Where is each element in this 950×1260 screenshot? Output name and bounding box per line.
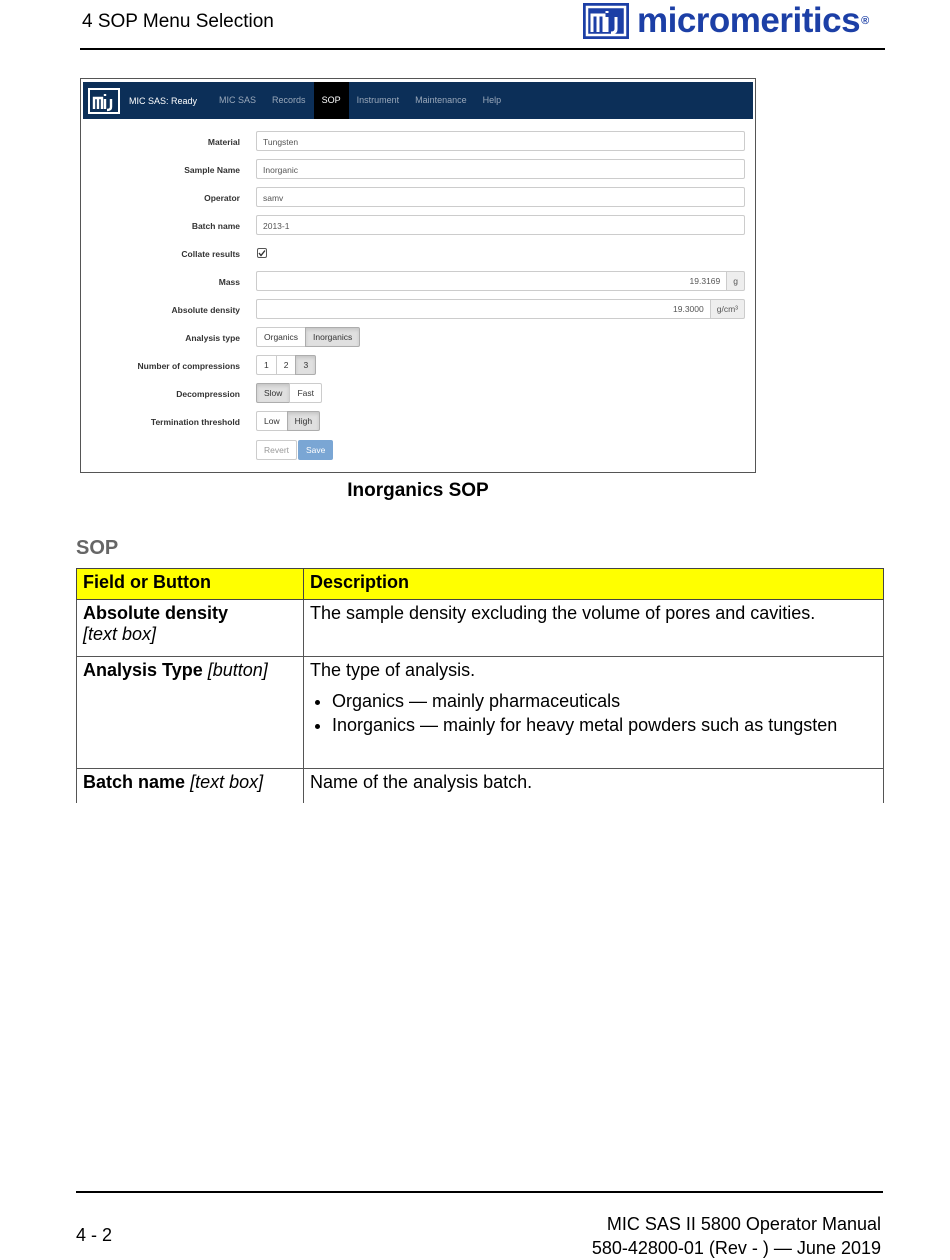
field-cell: [77, 769, 304, 804]
micromeritics-logo: [583, 2, 869, 40]
batch-name-row: [81, 215, 757, 237]
slow-button[interactable]: Slow: [256, 383, 290, 403]
density-label: Absolute density: [171, 305, 240, 315]
app-navbar: [83, 82, 753, 119]
field-name: Batch name: [83, 772, 186, 792]
logo-text: micromeritics: [637, 1, 861, 40]
organics-button[interactable]: Organics: [256, 327, 306, 347]
field-cell: [77, 600, 304, 657]
field-name: Analysis Type: [83, 660, 203, 680]
bullet-list: [310, 691, 877, 736]
compressions-1-button[interactable]: 1: [256, 355, 277, 375]
header-description: Description: [304, 569, 884, 600]
list-item: • Organics — mainly pharmaceuticals: [332, 691, 877, 712]
analysis-type-label: Analysis type: [185, 333, 240, 343]
field-type: [button]: [207, 660, 268, 680]
collate-row: [81, 243, 757, 265]
density-row: [81, 299, 757, 321]
revert-button[interactable]: Revert: [256, 440, 297, 460]
sample-name-row: [81, 159, 757, 181]
collate-checkbox[interactable]: [257, 248, 267, 258]
description-cell: [304, 657, 884, 769]
manual-title: MIC SAS II 5800 Operator Manual: [606, 1214, 881, 1234]
compressions-row: [81, 355, 757, 377]
high-button[interactable]: High: [287, 411, 320, 431]
list-item: • Inorganics — mainly for heavy metal powders such as tungsten: [332, 715, 877, 736]
inorganics-button[interactable]: Inorganics: [305, 327, 360, 347]
figure-caption: Inorganics SOP: [347, 480, 489, 501]
nav-instrument[interactable]: Instrument: [356, 95, 400, 105]
sop-fields-table: [76, 568, 884, 803]
chapter-title: 4 SOP Menu Selection: [82, 11, 274, 32]
description-text: The sample density excluding the volume of pores and cavities.: [310, 603, 816, 623]
batch-name-label: Batch name: [191, 221, 240, 231]
compressions-2-button[interactable]: 2: [276, 355, 297, 375]
checkmark-icon: [258, 249, 266, 257]
termination-row: [81, 411, 757, 433]
nav-status: MIC SAS: Ready: [129, 95, 198, 106]
mass-row: [81, 271, 757, 293]
save-button[interactable]: Save: [298, 440, 333, 460]
page-number: 4 - 2: [76, 1225, 113, 1245]
termination-toggle: [256, 411, 320, 431]
nav-mic-sas[interactable]: MIC SAS: [219, 95, 257, 105]
footer-rule: [76, 1191, 883, 1193]
density-input[interactable]: 19.3000: [256, 299, 711, 319]
nav-records[interactable]: Records: [272, 95, 306, 105]
material-row: [81, 131, 757, 153]
table-row: [77, 657, 884, 769]
mass-input-group: [256, 271, 745, 291]
footer-info: [592, 1212, 881, 1260]
description-text: Name of the analysis batch.: [310, 772, 533, 792]
termination-label: Termination threshold: [150, 417, 240, 427]
field-type: [text box]: [190, 772, 264, 792]
table-row: [77, 769, 884, 804]
analysis-type-row: [81, 327, 757, 349]
app-logo-icon[interactable]: [88, 88, 120, 114]
operator-input[interactable]: samv: [256, 187, 745, 207]
section-title: SOP: [76, 537, 119, 559]
compressions-3-button[interactable]: 3: [295, 355, 316, 375]
header-rule: [80, 48, 885, 50]
decompression-toggle: [256, 383, 322, 403]
nav-sop[interactable]: SOP: [314, 82, 349, 119]
density-unit: g/cm³: [711, 299, 745, 319]
batch-name-input[interactable]: 2013-1: [256, 215, 745, 235]
description-cell: [304, 769, 884, 804]
logo-registered-mark: ®: [861, 15, 870, 27]
actions-row: [81, 440, 757, 462]
sample-name-input[interactable]: Inorganic: [256, 159, 745, 179]
table-row: [77, 600, 884, 657]
density-input-group: [256, 299, 745, 319]
material-input[interactable]: Tungsten: [256, 131, 745, 151]
table-header-row: [77, 569, 884, 600]
nav-maintenance[interactable]: Maintenance: [415, 95, 467, 105]
nav-help[interactable]: Help: [482, 95, 502, 105]
mass-label: Mass: [218, 277, 240, 287]
material-label: Material: [207, 137, 240, 147]
mass-input[interactable]: 19.3169: [256, 271, 727, 291]
operator-row: [81, 187, 757, 209]
compressions-toggle: [256, 355, 316, 375]
field-cell: [77, 657, 304, 769]
analysis-type-toggle: [256, 327, 360, 347]
document-number: 580-42800-01 (Rev - ) — June 2019: [591, 1238, 881, 1258]
decompression-label: Decompression: [176, 389, 240, 399]
description-cell: [304, 600, 884, 657]
sop-screenshot: [80, 78, 756, 473]
compressions-label: Number of compressions: [137, 361, 240, 371]
fast-button[interactable]: Fast: [289, 383, 322, 403]
description-text: The type of analysis.: [310, 660, 476, 680]
operator-label: Operator: [204, 193, 240, 203]
header-field: Field or Button: [77, 569, 304, 600]
collate-label: Collate results: [181, 249, 240, 259]
logo-mark-icon: [583, 3, 629, 39]
decompression-row: [81, 383, 757, 405]
sample-name-label: Sample Name: [184, 165, 240, 175]
low-button[interactable]: Low: [256, 411, 288, 431]
field-name: Absolute density: [83, 603, 229, 623]
field-type: [text box]: [83, 624, 157, 644]
mass-unit: g: [727, 271, 745, 291]
